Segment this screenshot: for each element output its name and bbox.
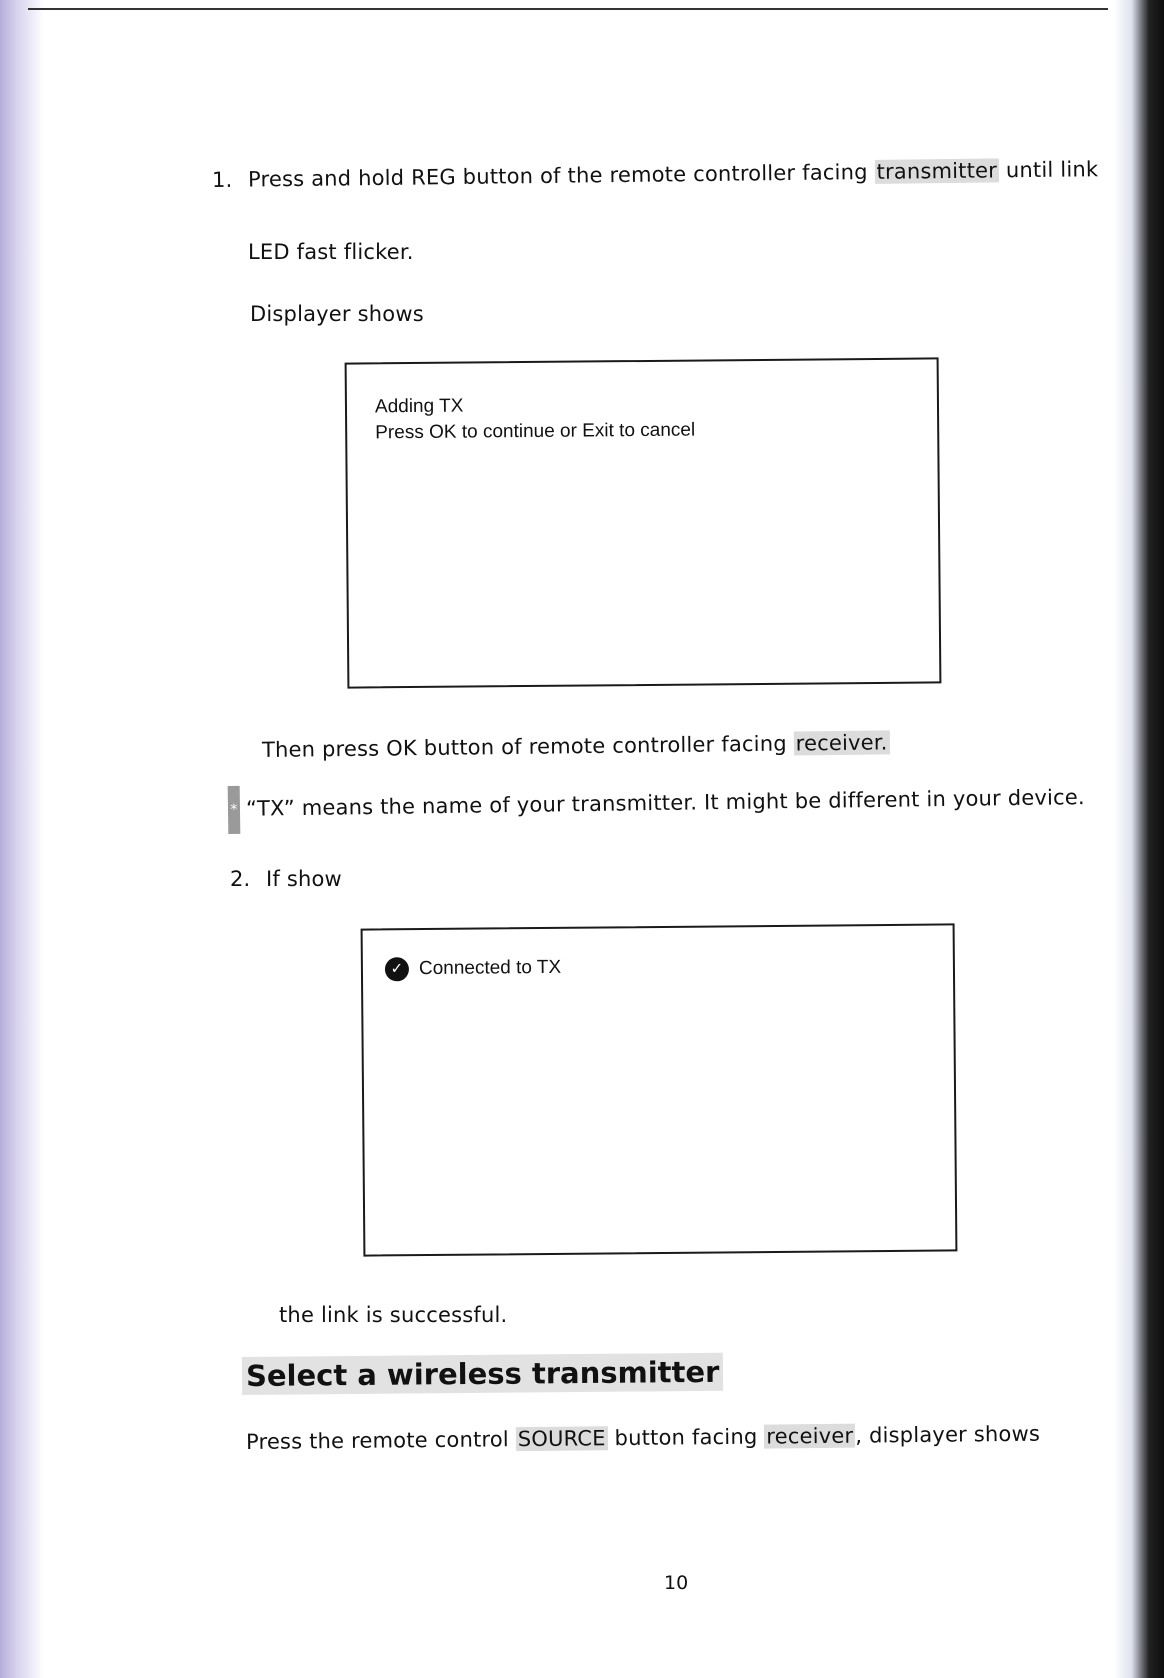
then-line [262,730,890,762]
then-text: Then press OK button of remote controller facing [261,731,787,762]
note-marker: * [228,786,241,834]
display1-line2: Press OK to continue or Exit to cancel [375,419,696,444]
step2-text: If show [266,867,342,891]
section-heading: Select a wireless transmitter [242,1353,724,1395]
section-text-a: Press the remote control [245,1427,510,1454]
check-circle-icon: ✓ [385,957,409,981]
note-text: “TX” means the name of your transmitter. It might be different in your device. [245,785,1085,821]
step1-highlight: transmitter [876,158,998,184]
step1-line2: LED fast flicker. [248,240,414,264]
display-screen-adding [345,357,942,688]
success-line: the link is successful. [279,1303,508,1327]
section-text-c: , displayer shows [855,1421,1041,1448]
section-paragraph [246,1422,1040,1454]
step1-line3: Displayer shows [250,302,424,326]
display2-line1: Connected to TX [418,956,562,980]
display1-line1: Adding TX [374,395,464,418]
scan-right-edge [1114,0,1164,1678]
step1-line1 [212,157,1099,192]
step1-text-a: Press and hold REG button of the remote controller facing [247,159,868,192]
receiver-highlight: receiver [766,1423,854,1449]
step1-number: 1. [211,167,233,192]
step2-number: 2. [230,867,251,891]
source-highlight: SOURCE [517,1426,606,1452]
display-screen-connected [361,923,958,1256]
section-text-b: button facing [614,1424,758,1451]
note-line [228,774,1085,834]
scan-left-shadow [0,0,44,1678]
page-number: 10 [664,1572,689,1594]
top-rule [28,8,1108,10]
step1-text-b: until link [1005,157,1099,183]
then-highlight: receiver. [795,730,888,756]
step2-line [230,867,342,891]
